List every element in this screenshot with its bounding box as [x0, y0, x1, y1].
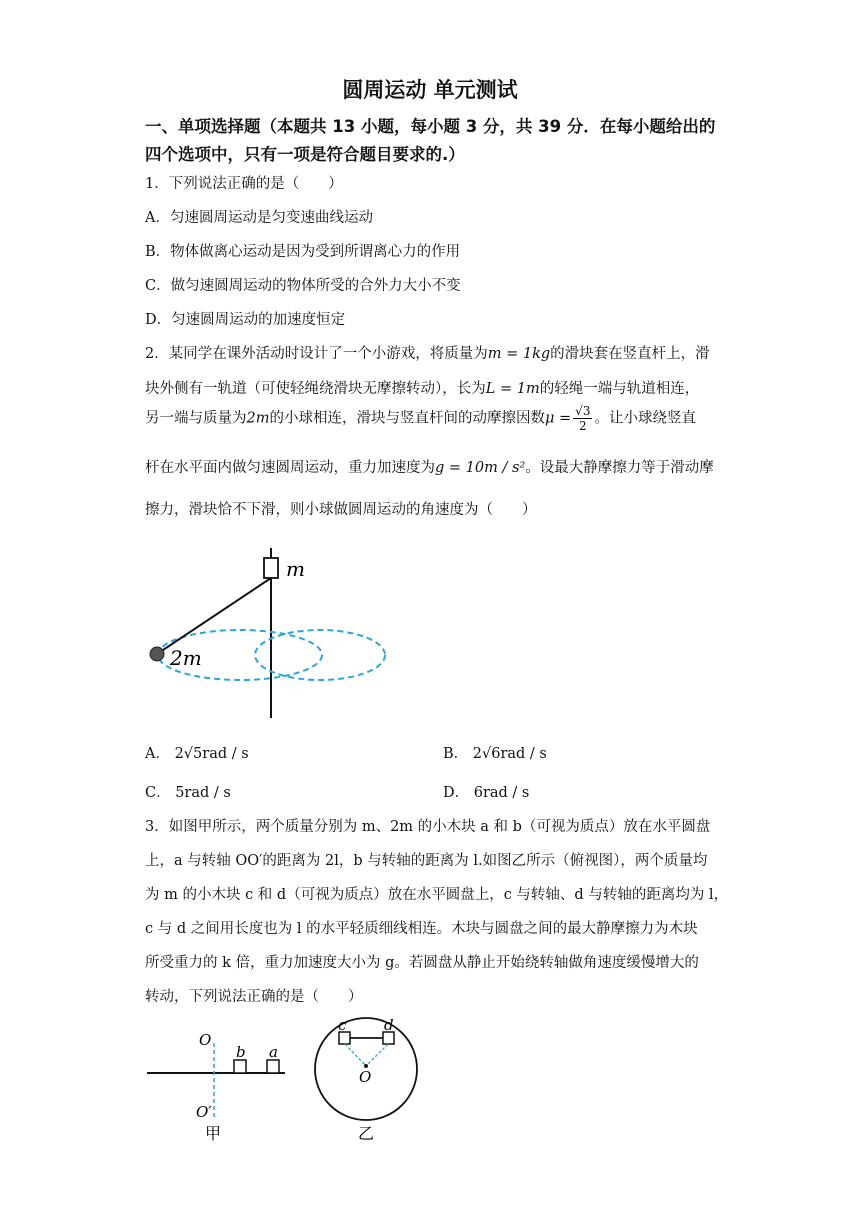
ball: [150, 647, 164, 661]
q2-option-a: A． 2√5rad / s: [145, 746, 249, 762]
dash-c-O: [345, 1044, 366, 1066]
section-heading: [145, 113, 725, 169]
q2-line4-text-b: 。设最大静摩擦力等于滑动摩: [525, 460, 714, 476]
q1-option-b: B．物体做离心运动是因为受到所谓离心力的作用: [145, 244, 461, 260]
q1-option-d: D．匀速圆周运动的加速度恒定: [145, 312, 346, 328]
q2-line5: 擦力，滑块恰不下滑，则小球做圆周运动的角速度为（ ）: [145, 502, 537, 518]
q2-mu-symbol: μ =: [544, 410, 572, 427]
page-title: 圆周运动 单元测试: [342, 78, 518, 102]
label-m: m: [286, 557, 305, 581]
label-yi: 乙: [358, 1124, 375, 1143]
q3-line1: 3．如图甲所示，两个质量分别为 m、2m 的小木块 a 和 b（可视为质点）放在水平圆盘: [145, 819, 711, 835]
dash-d-O: [366, 1044, 388, 1066]
orbit-ellipse: [255, 630, 385, 680]
q2-option-c: C． 5rad / s: [145, 785, 231, 801]
label-O: O: [199, 1031, 212, 1049]
q3-line4: c 与 d 之间用长度也为 l 的水平轻质细线相连。木块与圆盘之间的最大静摩擦力为木块: [145, 921, 698, 937]
q2-ball-mass: 2m: [246, 410, 270, 427]
q1-option-c: C．做匀速圆周运动的物体所受的合外力大小不变: [145, 278, 461, 294]
q3-line6: 转动，下列说法正确的是（ ）: [145, 989, 363, 1005]
q2-line3-text-a: 另一端与质量为: [145, 410, 247, 427]
label-O-prime: O′: [196, 1103, 212, 1121]
block-b: [234, 1060, 246, 1073]
q2-line3: [145, 404, 696, 433]
q1-stem: 1．下列说法正确的是（ ）: [145, 176, 343, 192]
q2-line4: [145, 456, 714, 477]
q2-line4-text-a: 杆在水平面内做匀速圆周运动，重力加速度为: [145, 460, 435, 476]
q2-line2-text-b: 的轻绳一端与轨道相连，: [539, 381, 700, 397]
label-jia: 甲: [205, 1124, 222, 1143]
q2-mu-denominator: 2: [578, 419, 587, 433]
q2-line2: [145, 377, 699, 398]
label-a: a: [269, 1043, 278, 1061]
q3-line5: 所受重力的 k 倍，重力加速度大小为 g。若圆盘从静止开始绕转轴做角速度缓慢增大的: [145, 955, 699, 971]
q1-option-a: A．匀速圆周运动是匀变速曲线运动: [145, 210, 373, 226]
q2-length-value: L = 1m: [485, 381, 540, 397]
block-a: [267, 1060, 279, 1073]
q2-line2-text-a: 块外侧有一轨道（可使轻绳绕滑块无摩擦转动），长为: [145, 381, 486, 397]
q2-option-b: B． 2√6rad / s: [443, 746, 547, 762]
section-heading-line2: 四个选项中，只有一项是符合题目要求的.）: [145, 145, 465, 164]
label-2m: 2m: [170, 646, 202, 670]
q2-option-d: D． 6rad / s: [443, 785, 530, 801]
q3-line2: 上，a 与转轴 OO′的距离为 2l，b 与转轴的距离为 l.如图乙所示（俯视图），两个质量均: [145, 853, 708, 869]
q2-mass-value: m = 1kg: [487, 346, 551, 362]
q3-figure-jia: [145, 1025, 290, 1145]
q3-figure-yi: [312, 1015, 424, 1145]
q2-line3-text-c: 。让小球绕竖直: [594, 410, 696, 427]
q2-line1-text-a: 2．某同学在课外活动时设计了一个小游戏，将质量为: [145, 346, 488, 362]
section-heading-line1: 一、单项选择题（本题共 13 小题，每小题 3 分，共 39 分．在每小题给出的: [145, 117, 716, 136]
q2-mu-numerator: √3: [575, 404, 591, 418]
label-d: d: [384, 1016, 394, 1034]
q2-line1: [145, 342, 710, 363]
q2-figure: [140, 548, 400, 728]
label-c: c: [338, 1016, 347, 1034]
label-O-center: O: [359, 1068, 372, 1086]
label-b: b: [236, 1043, 246, 1061]
slider-block: [264, 558, 278, 578]
light-rope: [157, 578, 271, 654]
q2-line1-text-b: 的滑块套在竖直杆上，滑: [550, 346, 710, 362]
q2-mu-fraction: [573, 404, 592, 433]
q2-gravity-value: g = 10m / s²: [435, 460, 526, 476]
q2-line3-text-b: 的小球相连，滑块与竖直杆间的动摩擦因数: [269, 410, 545, 427]
q3-line3: 为 m 的小木块 c 和 d（可视为质点）放在水平圆盘上，c 与转轴、d 与转轴的距离均为 l，: [145, 887, 729, 903]
